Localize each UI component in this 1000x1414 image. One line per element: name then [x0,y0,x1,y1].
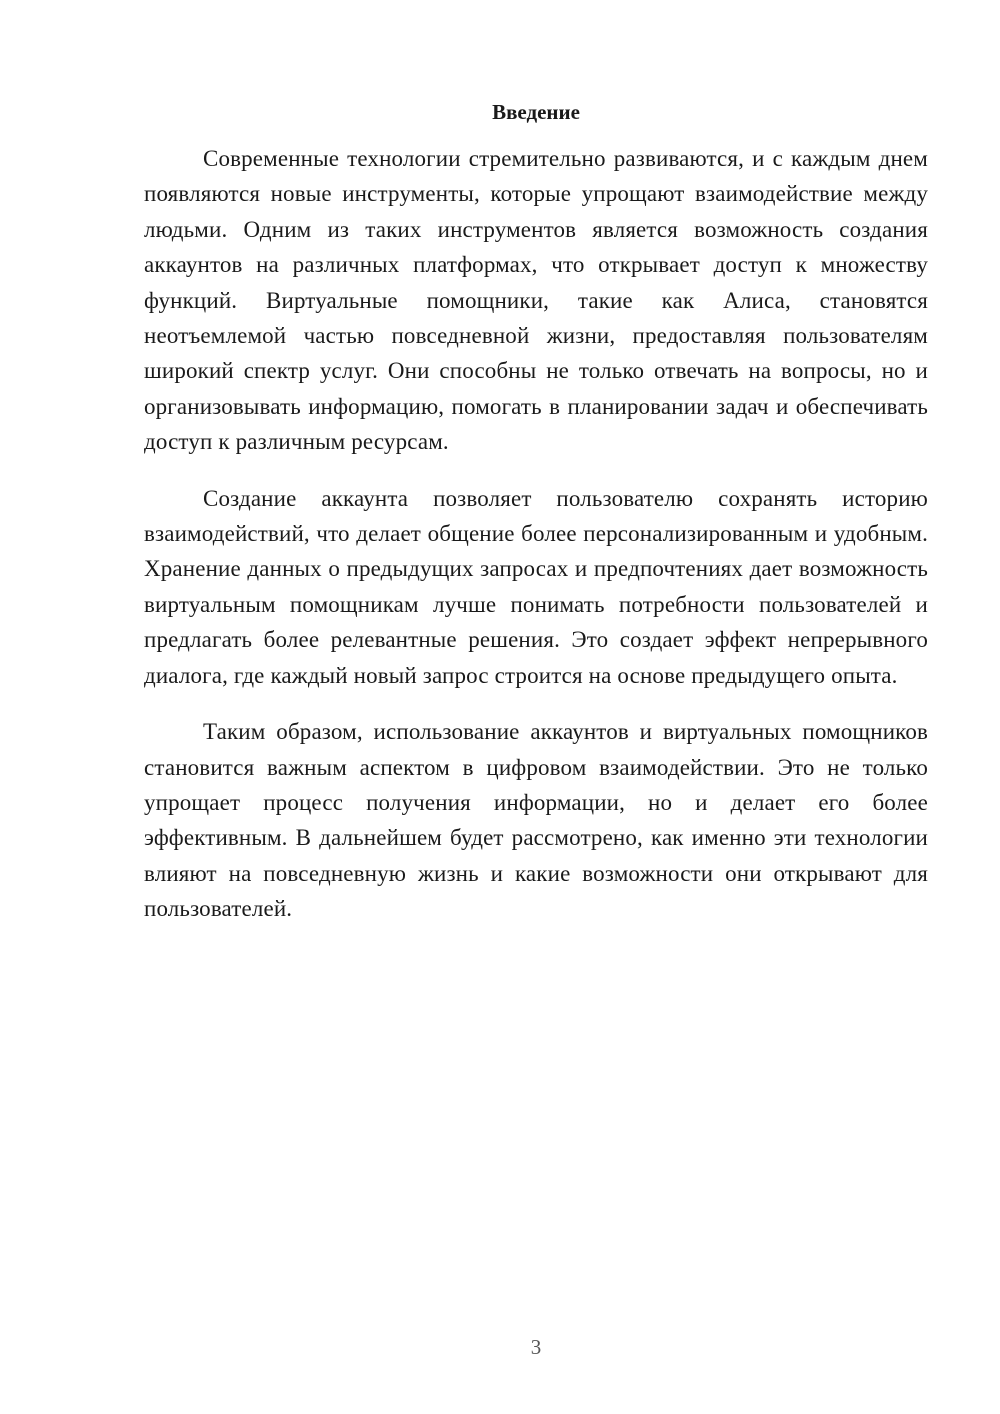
paragraph-2: Создание аккаунта позволяет пользователю сохранять историю взаимодействий, что делает общение более персонализированным и удобным. Хранение данных о предыдущих запросах и предпочтениях дает возможность виртуальным помощникам лучше понимать потребности пользователей и предлагать более релевантные решения. Это создает эффект непрерывного диалога, где каждый новый запрос строится на основе предыдущего опыта. [144,485,928,688]
page-title: Введение [492,100,580,124]
paragraph-3: Таким образом, использование аккаунтов и виртуальных помощников становится важным аспектом в цифровом взаимодействии. Это не только упрощает процесс получения информации, но и делает его более эффективным. В дальнейшем будет рассмотрено, как именно эти технологии влияют на повседневную жизнь и какие возможности они открывают для пользователей. [144,719,928,922]
page-number: 3 [530,1335,542,1359]
document-body [144,141,928,948]
paragraph-1: Современные технологии стремительно развиваются, и с каждым днем появляются новые инструменты, которые упрощают взаимодействие между людьми. Одним из таких инструментов является возможность создания аккаунтов на различных платформах, что открывает доступ к множеству функций. Виртуальные помощники, такие как Алиса, становятся неотъемлемой частью повседневной жизни, предоставляя пользователям широкий спектр услуг. Они способны не только отвечать на вопросы, но и организовывать информацию, помогать в планировании задач и обеспечивать доступ к различным ресурсам. [144,146,928,455]
